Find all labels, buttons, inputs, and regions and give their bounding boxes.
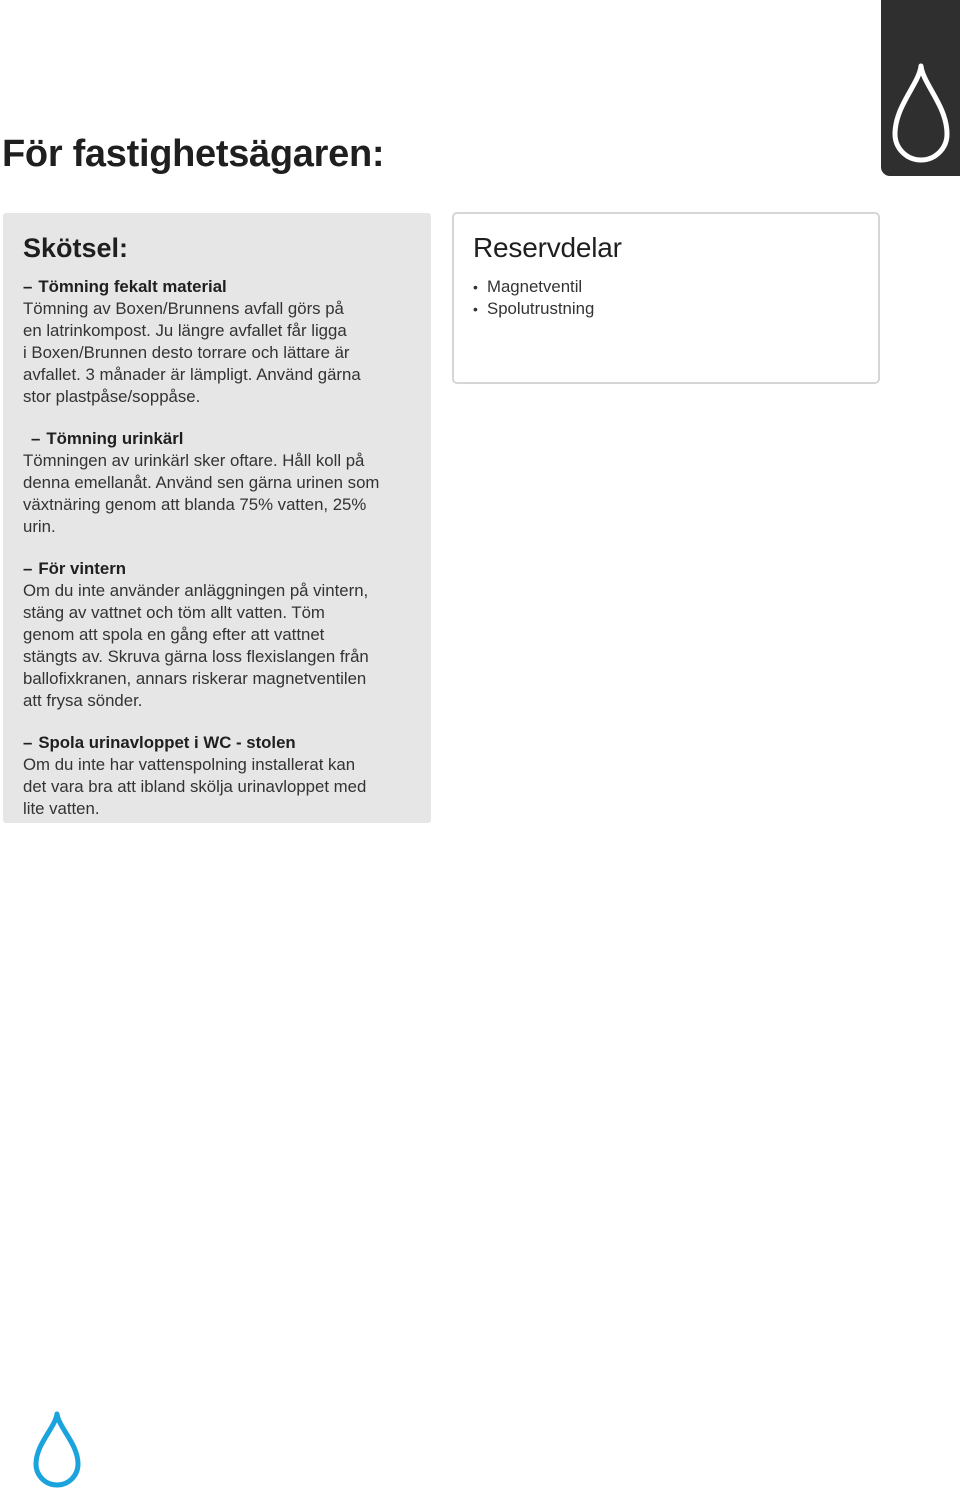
care-panel bbox=[3, 213, 431, 823]
text-line: Tömning av Boxen/Brunnens avfall görs på bbox=[23, 299, 344, 318]
text-line: det vara bra att ibland skölja urinavloppet med bbox=[23, 777, 367, 796]
text-line: att frysa sönder. bbox=[23, 691, 143, 710]
text-line: Tömningen av urinkärl sker oftare. Håll koll på bbox=[23, 451, 365, 470]
corner-tab bbox=[881, 0, 960, 176]
list-item: • Spolutrustning bbox=[473, 299, 595, 318]
text-line: denna emellanåt. Använd sen gärna urinen som bbox=[23, 473, 380, 492]
list-item: • Magnetventil bbox=[473, 277, 583, 296]
water-drop-icon bbox=[31, 1410, 83, 1490]
text-line: stängts av. Skruva gärna loss flexislangen från bbox=[23, 647, 369, 666]
care-section-fecal bbox=[23, 276, 421, 408]
care-title: Skötsel: bbox=[23, 233, 129, 263]
text-line: avfallet. 3 månader är lämpligt. Använd gärna bbox=[23, 365, 361, 384]
text-line: Om du inte använder anläggningen på vintern, bbox=[23, 581, 369, 600]
care-section-flush bbox=[23, 732, 421, 820]
text-line: växtnäring genom att blanda 75% vatten, 25% bbox=[23, 495, 367, 514]
bullet-icon: • bbox=[473, 279, 478, 295]
section-heading: – Tömning urinkärl bbox=[31, 429, 184, 448]
text-line: i Boxen/Brunnen desto torrare och lättare är bbox=[23, 343, 350, 362]
text-line: stäng av vattnet och töm allt vatten. Töm bbox=[23, 603, 325, 622]
text-line: ballofixkranen, annars riskerar magnetventilen bbox=[23, 669, 367, 688]
page-title: För fastighetsägaren: bbox=[2, 133, 385, 175]
section-heading: – För vintern bbox=[23, 559, 126, 578]
water-drop-icon bbox=[889, 62, 953, 166]
text-line: en latrinkompost. Ju längre avfallet får ligga bbox=[23, 321, 347, 340]
section-heading: – Spola urinavloppet i WC - stolen bbox=[23, 733, 296, 752]
bullet-icon: • bbox=[473, 301, 478, 317]
text-line: urin. bbox=[23, 517, 56, 536]
parts-list bbox=[473, 276, 858, 320]
text-line: genom att spola en gång efter att vattnet bbox=[23, 625, 325, 644]
spare-parts-panel bbox=[452, 212, 880, 384]
care-section-winter bbox=[23, 558, 421, 712]
parts-title: Reservdelar bbox=[473, 232, 622, 263]
text-line: lite vatten. bbox=[23, 799, 100, 818]
section-heading: – Tömning fekalt material bbox=[23, 277, 227, 296]
text-line: stor plastpåse/soppåse. bbox=[23, 387, 201, 406]
care-section-urine bbox=[23, 428, 421, 538]
text-line: Om du inte har vattenspolning installerat kan bbox=[23, 755, 356, 774]
